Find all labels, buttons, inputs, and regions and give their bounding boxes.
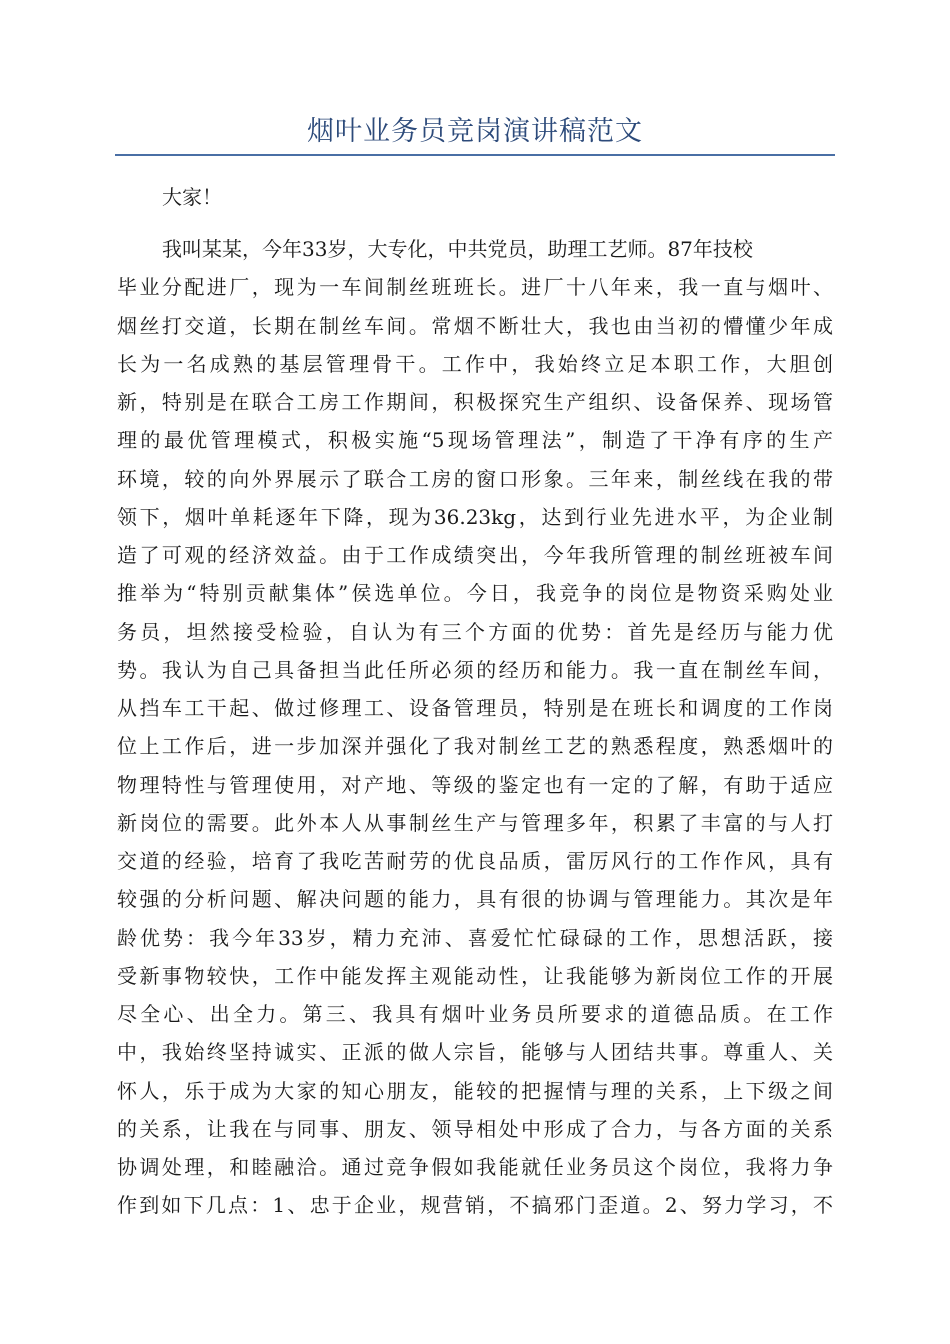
- paragraph-line: 烟丝打交道，长期在制丝车间。常烟不断壮大，我也由当初的懵懂少年成: [117, 313, 833, 338]
- body-paragraph: [117, 230, 833, 1225]
- paragraph-line: 长为一名成熟的基层管理骨干。工作中，我始终立足本职工作，大胆创: [117, 351, 833, 376]
- paragraph-line: 受新事物较快，工作中能发挥主观能动性，让我能够为新岗位工作的开展: [117, 963, 833, 988]
- title-divider: [115, 154, 835, 156]
- paragraph-line: 务员，坦然接受检验，自认为有三个方面的优势：首先是经历与能力优: [117, 619, 833, 644]
- paragraph-line: 新，特别是在联合工房工作期间，积极探究生产组织、设备保养、现场管: [117, 390, 833, 414]
- document-title: 烟叶业务员竞岗演讲稿范文: [307, 116, 643, 147]
- paragraph-line: 的关系，让我在与同事、朋友、领导相处中形成了合力，与各方面的关系: [117, 1116, 833, 1141]
- salutation-text: 大家！: [162, 185, 222, 209]
- paragraph-line: 作到如下几点：1、忠于企业，规营销，不搞邪门歪道。2、努力学习，不: [117, 1193, 833, 1218]
- paragraph-line: 势。我认为自己具备担当此任所必须的经历和能力。我一直在制丝车间，: [117, 657, 833, 682]
- paragraph-line: 推举为“特别贡献集体”侯选单位。今日，我竞争的岗位是物资采购处业: [117, 581, 833, 606]
- salutation: [117, 178, 833, 216]
- paragraph-line: 交道的经验，培育了我吃苦耐劳的优良品质，雷厉风行的工作作风，具有: [117, 849, 833, 873]
- paragraph-line: 较强的分析问题、解决问题的能力，具有很的协调与管理能力。其次是年: [117, 887, 833, 912]
- paragraph-line: 环境，较的向外界展示了联合工房的窗口形象。三年来，制丝线在我的带: [117, 466, 833, 491]
- paragraph-line: 新岗位的需要。此外本人从事制丝生产与管理多年，积累了丰富的与人打: [117, 810, 833, 835]
- paragraph-line: 物理特性与管理使用，对产地、等级的鉴定也有一定的了解，有助于适应: [117, 772, 833, 797]
- paragraph-line: 理的最优管理模式，积极实施“5现场管理法”，制造了干净有序的生产: [117, 428, 833, 453]
- paragraph-line: 从挡车工干起、做过修理工、设备管理员，特别是在班长和调度的工作岗: [117, 696, 833, 720]
- paragraph-line: 领下，烟叶单耗逐年下降，现为36.23kg，达到行业先进水平，为企业制: [117, 504, 833, 529]
- paragraph-line: 位上工作后，进一步加深并强化了我对制丝工艺的熟悉程度，熟悉烟叶的: [117, 734, 833, 759]
- paragraph-line: 尽全心、出全力。第三、我具有烟叶业务员所要求的道德品质。在工作: [117, 1002, 833, 1026]
- paragraph-line: 毕业分配进厂，现为一车间制丝班班长。进厂十八年来，我一直与烟叶、: [117, 275, 833, 300]
- paragraph-line: 协调处理，和睦融洽。通过竞争假如我能就任业务员这个岗位，我将力争: [117, 1155, 833, 1179]
- paragraph-line: 龄优势：我今年33岁，精力充沛、喜爱忙忙碌碌的工作，思想活跃，接: [117, 925, 833, 950]
- paragraph-line: 中，我始终坚持诚实、正派的做人宗旨，能够与人团结共事。尊重人、关: [117, 1040, 833, 1065]
- paragraph-line: 我叫某某，今年33岁，大专化，中共党员，助理工艺师。87年技校: [162, 237, 753, 261]
- paragraph-line: 怀人，乐于成为大家的知心朋友，能较的把握情与理的关系，上下级之间: [117, 1078, 833, 1103]
- paragraph-line: 造了可观的经济效益。由于工作成绩突出，今年我所管理的制丝班被车间: [117, 543, 833, 567]
